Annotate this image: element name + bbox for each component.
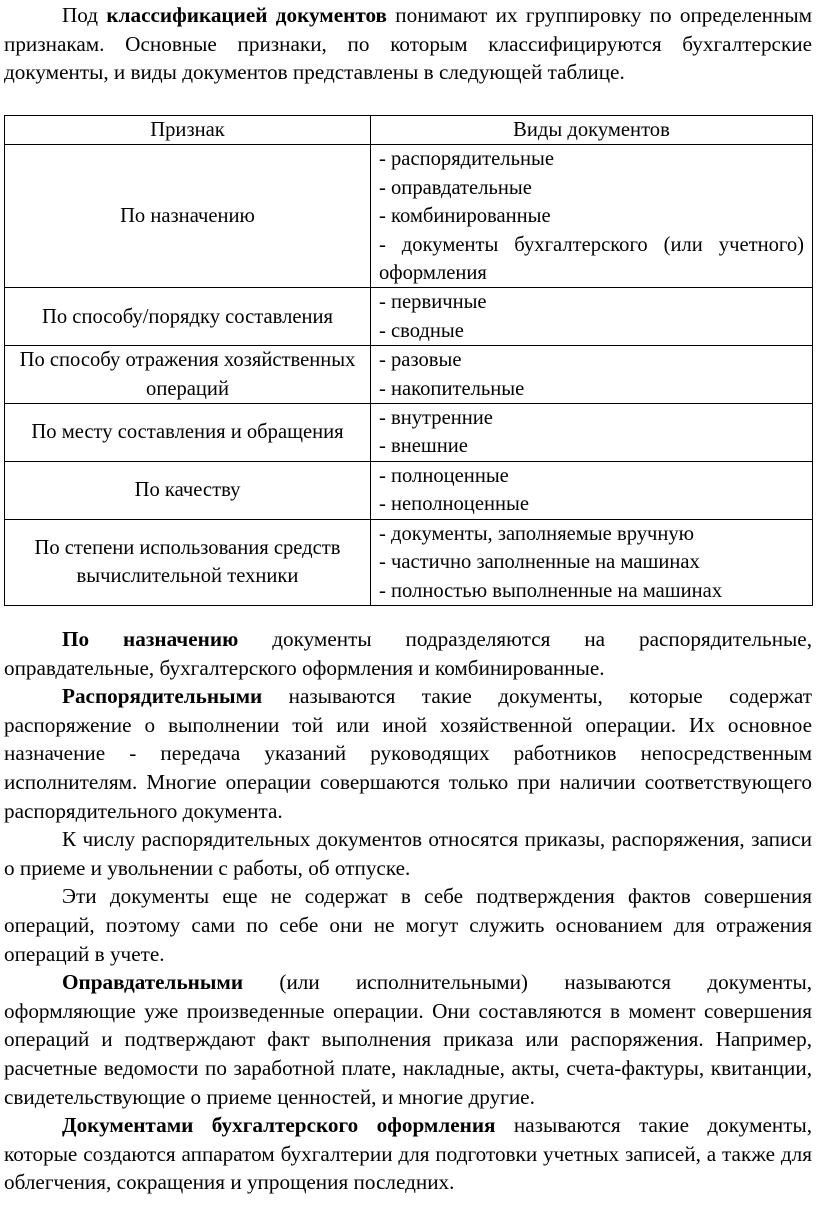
- kind-item: - внешние: [379, 435, 468, 458]
- kinds-cell: [371, 461, 813, 519]
- kind-item: - разовые: [379, 349, 462, 372]
- kind-item: - частично заполненные на машинах: [379, 551, 700, 574]
- feature-cell: По способу/порядку составления: [5, 288, 371, 346]
- body-text: [4, 625, 812, 1197]
- paragraph-supporting: [4, 968, 812, 1111]
- kinds-cell: [371, 288, 813, 346]
- paragraph-directive-note: [4, 882, 812, 968]
- kinds-cell: [371, 145, 813, 288]
- kind-item: - комбинированные: [379, 205, 551, 228]
- feature-cell: По назначению: [5, 145, 371, 288]
- paragraph-text: называются такие документы, которые содержат распоряжение о выполнении той или иной хозяйственной операции. Их основное назначение - передача указаний руководящих работников непосредственным исполнителям. Многие операции совершаются только при наличии соответствующего распорядительного документа.: [4, 684, 812, 823]
- paragraph-text: называются такие документы, которые создаются аппаратом бухгалтерии для подготовки учетных записей, а также для облегчения, сокращения и упрощения последних.: [4, 1113, 813, 1195]
- table-row: [5, 346, 813, 404]
- paragraph-bold-term: По назначению: [62, 627, 239, 651]
- kind-item: - полноценные: [379, 464, 509, 487]
- paragraph-directive: [4, 682, 812, 825]
- table-row: [5, 404, 813, 462]
- paragraph-text: (или исполнительными) называются документы, оформляющие уже произведенные операции. Они составляются в момент совершения операций и подтверждают факт выполнения приказа или распоряжения. Например, расчетные ведомости по заработной плате, накладные, акты, счета-фактуры, квитанции, свидетельствующие о приеме ценностей, и многие другие.: [4, 970, 812, 1109]
- kind-item: - документы, заполняемые вручную: [379, 522, 695, 545]
- table-row: [5, 145, 813, 288]
- intro-term: классификацией документов: [106, 3, 387, 27]
- header-feature: Признак: [5, 116, 371, 145]
- table-row: [5, 461, 813, 519]
- table-row: [5, 288, 813, 346]
- intro-rest: понимают их группировку по определенным признакам. Основные признаки, по которым классифицируются бухгалтерские документы, и виды документов представлены в следующей таблице.: [4, 3, 812, 85]
- intro-lead: Под: [62, 3, 107, 27]
- paragraph-text: Эти документы еще не содержат в себе подтверждения фактов совершения операций, поэтому сами по себе они не могут служить основанием для отражения операций в учете.: [4, 884, 812, 966]
- feature-cell: По способу отражения хозяйственных операций: [5, 346, 371, 404]
- feature-cell: По месту составления и обращения: [5, 404, 371, 462]
- kinds-cell: [371, 519, 813, 605]
- kind-item: - распорядительные: [379, 148, 554, 171]
- kind-item: - первичные: [379, 291, 487, 314]
- kind-item: - сводные: [379, 319, 464, 342]
- feature-cell: По степени использования средств вычислительной техники: [5, 519, 371, 605]
- table-row: [5, 519, 813, 605]
- kind-item: - внутренние: [379, 407, 493, 430]
- paragraph-text: К числу распорядительных документов относятся приказы, распоряжения, записи о приеме и увольнении с работы, об отпуске.: [4, 827, 812, 880]
- paragraph-bold-term: Документами бухгалтерского оформления: [62, 1113, 496, 1138]
- paragraph-text: документы подразделяются на распорядительные, оправдательные, бухгалтерского оформления и комбинированные.: [4, 627, 812, 680]
- table-header-row: [5, 116, 813, 145]
- paragraph-directive-examples: [4, 825, 812, 882]
- kinds-cell: [371, 404, 813, 462]
- kinds-cell: [371, 346, 813, 404]
- kind-item: - накопительные: [379, 377, 525, 400]
- paragraph-bold-term: Распорядительными: [62, 684, 263, 709]
- kind-item: - неполноценные: [379, 493, 529, 516]
- paragraph-accounting: [4, 1111, 812, 1197]
- kind-item: - оправдательные: [379, 176, 532, 199]
- classification-table: [4, 115, 813, 606]
- paragraph-purpose: [4, 625, 812, 682]
- header-kinds: Виды документов: [371, 116, 813, 145]
- paragraph-bold-term: Оправдательными: [62, 970, 244, 995]
- feature-cell: По качеству: [5, 461, 371, 519]
- kind-item: - полностью выполненные на машинах: [379, 579, 723, 602]
- kind-item: - документы бухгалтерского (или учетного) оформления: [379, 233, 804, 285]
- intro-paragraph: [4, 1, 812, 87]
